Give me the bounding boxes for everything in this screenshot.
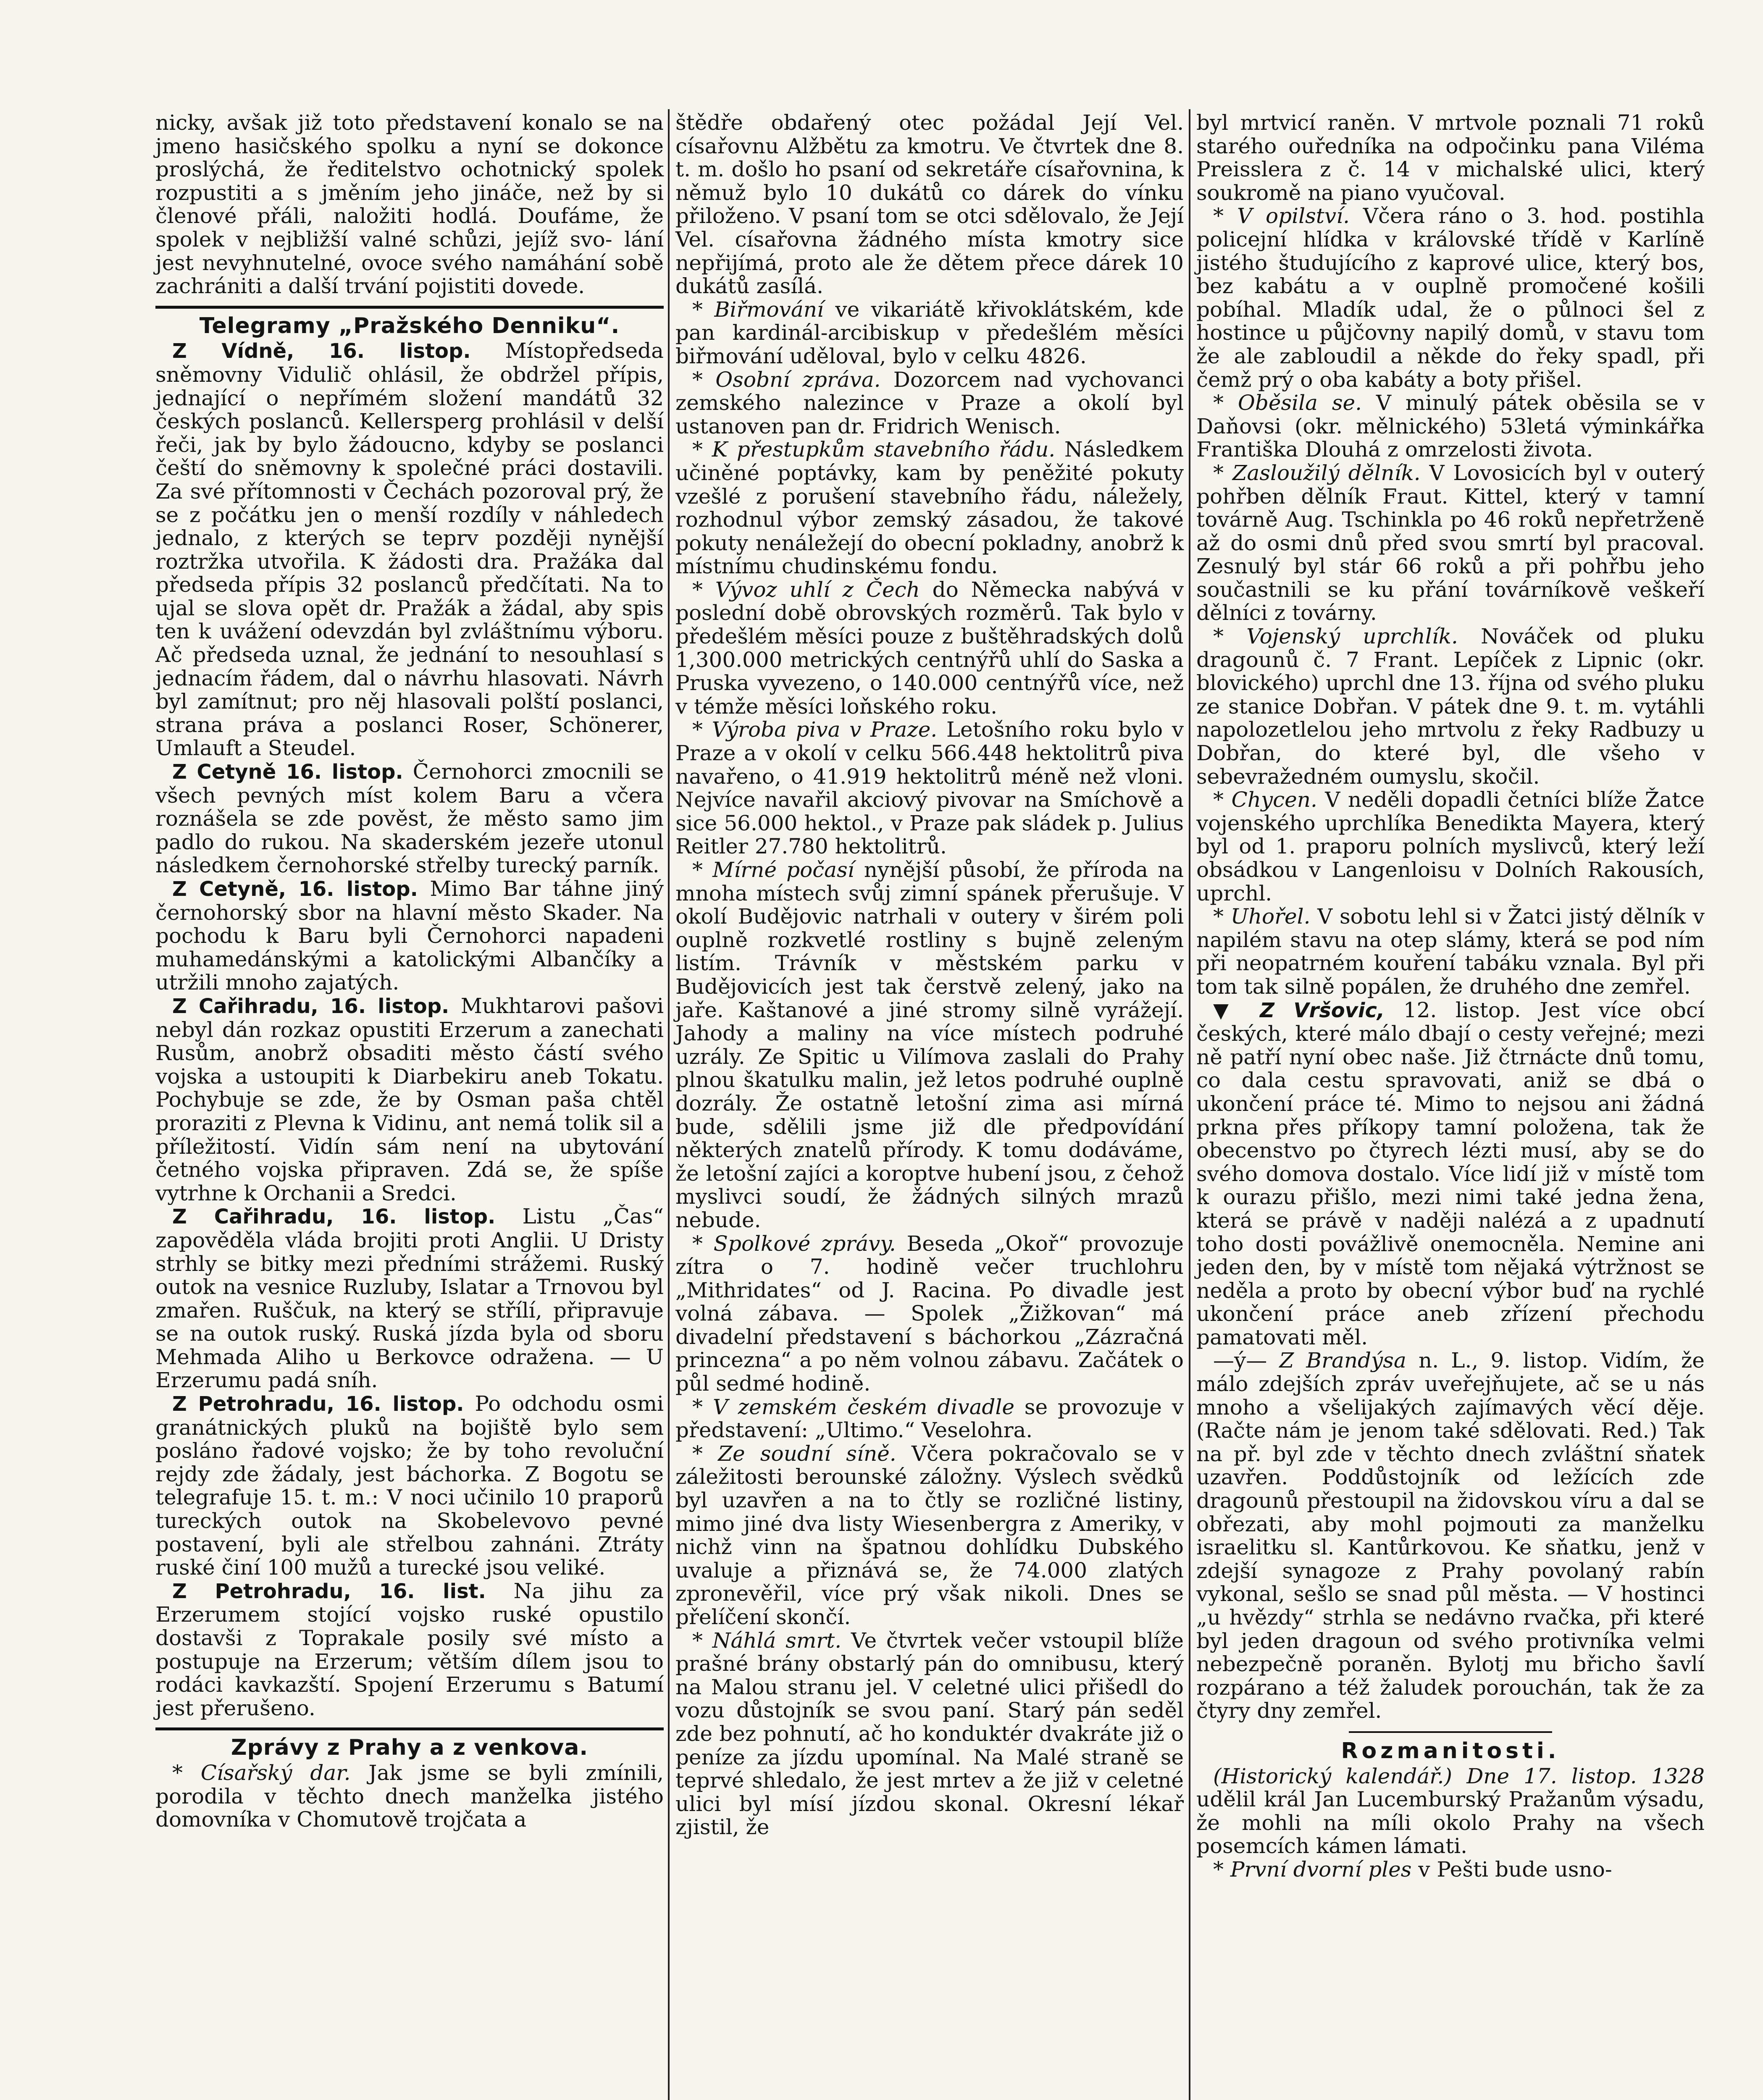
news-item-title: * Biřmování <box>692 297 824 322</box>
news-item <box>1196 905 1705 998</box>
column-rule-2 <box>1189 109 1190 2100</box>
news-item <box>675 298 1184 368</box>
news-item-text: Beseda „Okoř“ provozuje zítra o 7. hodině večer truchlohru „Mithridates“ od J. Racina. Po divadle jest volná zábava. — Spolek „Žižkovan“ má divadelní představení s báchorkou „Zázračná princezna“ a po něm volnou zábavu. Začátek o půl sedmé hodině. <box>675 1231 1184 1396</box>
dateline: Z Cařihradu, 16. listop. <box>172 994 449 1018</box>
section-heading-telegrams: Telegramy „Pražského Denniku“. <box>199 313 620 339</box>
news-item-text: V neděli dopadli četníci blíže Žatce vojenského uprchlíka Benedikta Mayera, který byl od 1. praporu polních myslivců, který leží obsádkou v Langenloisu v Dolních Rakousích, uprchl. <box>1196 788 1705 906</box>
section-rule <box>155 1727 664 1730</box>
news-item-text: Včera ráno o 3. hod. postihla policejní hlídka v královské třídě v Karlíně jistého študujícího z kaprové ulice, který bos, bez kabátu a v ouplně promočené košili pobíhal. Mladík udal, že o půlnoci šel z hostince u půjčovny napilý domů, v stavu tom že ale zabloudil a někde do řeky spadl, při čemž prý o oba kabáty a boty přišel. <box>1196 204 1705 392</box>
dateline: Z Petrohradu, 16. listop. <box>172 1392 464 1416</box>
news-item-title: * Osobní zpráva. <box>692 367 881 392</box>
news-item-text: do Německa nabývá v poslední době obrovských rozměrů. Tak bylo v předešlém měsíci pouze z buštěhradských dolů 1,300.000 metrických centnýřů uhlí do Saska a Pruska vyvezeno, o 140.000 centnýřů více, než v témže měsíci loňského roku. <box>675 577 1184 719</box>
telegram-item <box>155 1392 664 1580</box>
news-item <box>1196 788 1705 905</box>
dateline: Z Petrohradu, 16. list. <box>172 1579 486 1603</box>
column-1 <box>155 111 664 1832</box>
section-heading-prague-news: Zprávy z Prahy a z venkova. <box>231 1735 589 1761</box>
dateline: Z Cetyně, 16. listop. <box>172 877 418 901</box>
telegram-item <box>155 339 664 760</box>
telegram-text: Místopředseda sněmovny Vidulič ohlásil, že obdržel přípis, jednající o nepřímém složení mandátů 32 českých poslanců. Kellersperg prohlásil v delší řeči, jak by bylo žádoucno, kdyby se poslanci čeští do sněmovny k společné práci dostavili. Za své přítomnosti v Čechách pozoroval prý, že se z počátku jen o menší rozdíly v náhledech jednalo, z kterých se teprv později nynější roztržka utvořila. K žádosti dra. Pražáka dal předseda přípis 32 poslanců předčítati. Na to ujal se slova opět dr. Pražák a žádal, aby spis ten k uvážení odevzdán byl zvláštnímu výboru. Ač předseda uznal, že jednání to nesouhlasí s jednacím řádem, dal o návrhu hlasovati. Návrh byl zamítnut; pro něj hlasovali polští poslanci, strana práva a poslanci Roser, Schönerer, Umlauft a Steudel. <box>155 339 664 761</box>
article-continuation: nicky, avšak již toto představení konalo se na jmeno hasičského spolku a nyní se dokonce proslýchá, že ředitelstvo ochotnický spolek rozpustiti a s jměním jeho jináče, než by si členové přáli, naložiti hodlá. Doufáme, že spolek v nejbližší valné schůzi, jejíž svo- lání jest nevyhnutelné, ovoce svého namáhání sobě zachrániti a další trvání pojistiti dovede. <box>155 110 664 299</box>
news-item-title: * Zasloužilý dělník. <box>1213 460 1421 485</box>
dateline: Z Cetyně 16. listop. <box>172 760 403 784</box>
news-item <box>1196 462 1705 625</box>
column-rule-1 <box>668 109 670 2100</box>
article-continuation: štědře obdařený otec požádal Její Vel. císařovnu Alžbětu za kmotru. Ve čtvrtek dne 8. t. m. došlo ho psaní od sekretáře císařovnina, k němuž bylo 10 dukátů co dárek do vínku přiloženo. V psaní tom se otci sdělovalo, že Její Vel. císařovna žádného místa kmotry sice nepřijímá, proto ale že dětem přece dárek 10 dukátů zasílá. <box>675 110 1184 299</box>
news-item <box>675 578 1184 719</box>
news-item-title: * V opilství. <box>1213 204 1350 228</box>
news-item-text: Letošního roku bylo v Praze a v okolí v celku 566.448 hektolitrů piva navařeno, o 41.919 hektolitrů méně než vloni. Nejvíce navařil akciový pivovar na Smíchově a sice 56.000 hektol., v Praze pak sládek p. Julius Reitler 27.780 hektolitrů. <box>675 717 1184 859</box>
correspondence-item <box>1196 999 1705 1349</box>
news-item <box>1196 625 1705 788</box>
news-item-text: se provozuje v představení: „Ultimo.“ Veselohra. <box>675 1394 1184 1443</box>
dateline: Z Cařihradu, 16. listop. <box>172 1205 496 1229</box>
news-item-title: * Náhlá smrt. <box>692 1628 842 1653</box>
telegram-text: Černohorci zmocnili se všech pevných míst kolem Baru a včera roznášela se zde pověst, že město samo jim padlo do rukou. Na skaderském jezeře utonul následkem černohorské střelby turecký parník. <box>155 759 664 878</box>
news-item-title: * Vojenský uprchlík. <box>1213 624 1458 649</box>
telegram-text: Mimo Bar táhne jiný černohorský sbor na hlavní město Skader. Na pochodu k Baru byli Černohorci napadeni muhamedánskými a katolickými Albančíky a utržili mnoho zajatých. <box>155 877 664 995</box>
news-item-title: * Vývoz uhlí z Čech <box>692 577 920 602</box>
correspondent-mark: —ý— <box>1213 1348 1280 1373</box>
telegram-item <box>155 760 664 877</box>
correspondence-item <box>1196 1349 1705 1723</box>
news-item <box>675 1442 1184 1629</box>
news-item <box>1196 205 1705 391</box>
news-item <box>675 718 1184 858</box>
telegram-item <box>155 1580 664 1720</box>
telegram-item <box>155 995 664 1205</box>
news-item <box>675 1629 1184 1839</box>
section-rule <box>1349 1731 1552 1733</box>
news-item-text: Včera pokračovalo se v záležitosti berounské záložny. Výslech svědků byl uzavřen a na to čtly se rozličné listiny, mimo jiné dva listy Wiesenbergra z Ameriky, v nichž vinn na špatnou dohlídku Dubského uvaluje a přiznává se, že 74.000 zlatých zpronevěřil, více prý však nikoli. Dnes se přelíčení skončí. <box>675 1441 1184 1629</box>
news-item-title: * První dvorní ples <box>1213 1857 1412 1882</box>
news-item-title: * V zemském českém divadle <box>692 1394 1014 1419</box>
dateline: Z Vídně, 16. listop. <box>172 339 471 363</box>
news-item-title: * Ze soudní síně. <box>692 1441 896 1466</box>
news-item-title: * Chycen. <box>1213 788 1317 812</box>
news-item-text: Následkem učiněné poptávky, kam by peněžité pokuty vzešlé z porušení stavebního řádu, náležely, rozhodnul výbor zemský zásadou, že takové pokuty nenáležejí do obecní pokladny, anobrž k místnímu chudinskému fondu. <box>675 437 1184 579</box>
news-item <box>675 438 1184 578</box>
news-item-text: V minulý pátek oběsila se v Daňovsi (okr. mělnického) 53letá výminkářka Františka Dlouhá z omrzelosti života. <box>1196 391 1705 462</box>
telegram-text: Na jihu za Erzerumem stojící vojsko ruské opustilo dostavši z Toprakale posily své místo a postupuje na Erzerum; větším dílem jsou to rodáci kavkazští. Spojení Erzerumu s Batumí jest přerušeno. <box>155 1578 664 1720</box>
news-item-title: * Uhořel. <box>1213 904 1311 929</box>
dateline: ▼ Z Vršovic, <box>1213 998 1385 1022</box>
correspondence-text: n. L., 9. listop. Vidím, že málo zdejších zpráv uveřejňujete, ač se u nás mnoho a všelijakých zajímavých věcí děje. (Račte nám je jenom také sdělovati. Red.) Tak na př. byl zde v těchto dnech zvláštní sňatek uzavřen. Poddůstojník od ležících zde dragounů přestoupil na židovskou víru a dal se obřezati, aby mohl pojmouti za manželku israelitku sl. Kantůrkovou. Ke sňatku, jenž v zdejší synagoze z Prahy povolaný rabín vykonal, sešlo se snad půl města. — V hostinci „u hvězdy“ strhla se nedávno rvačka, při které byl jeden dragoun od svého protivníka velmi nebezpečně poraněn. Bylotj mu břicho šavlí rozpárano a též žaludek porouchán, tak že za čtyry dny zemřel. <box>1196 1348 1705 1723</box>
news-item-text: udělil král Jan Lucemburský Pražanům výsadu, že mohli na míli okolo Prahy na všech posemcích kámen lámati. <box>1196 1787 1705 1858</box>
news-item-title: * Spolkové zprávy. <box>692 1231 896 1256</box>
news-item-title: * Mírné počasí <box>692 858 854 882</box>
column-3 <box>1196 111 1705 1882</box>
news-item-text: v Pešti bude usno- <box>1411 1857 1612 1882</box>
telegram-text: Listu „Čas“ zapověděla vláda brojiti proti Anglii. U Dristy strhly se bitky mezi předními strážemi. Ruský outok na vesnice Ruzluby, Islatar a Trnovou byl zmařen. Ruščuk, na který se střílí, připravuje se na outok ruský. Ruská jízda byla od sboru Mehmada Aliho u Berkovce odražena. — U Erzerumu padá sníh. <box>155 1204 664 1393</box>
news-item-text: ve vikariátě křivoklátském, kde pan kardinál-arcibiskup v předešlém měsíci biřmování uděloval, bylo v celku 4826. <box>675 297 1184 368</box>
news-item-text: Nováček od pluku dragounů č. 7 Frant. Lepíček z Lipnic (okr. blovického) uprchl dne 13. října od svého pluku ze stanice Dobřan. V pátek dne 9. t. m. vytáhli napolozetlelou jeho mrtvolu z řeky Radbuzy u Dobřan, do které byl, dle všeho v sebevražedném oumyslu, skočil. <box>1196 624 1705 789</box>
section-heading-miscellany: Rozmanitosti. <box>1341 1738 1560 1764</box>
column-2 <box>675 111 1184 1839</box>
telegram-text: Po odchodu osmi granátnických pluků na bojiště bylo sem posláno řadové vojsko; že by toho revoluční rejdy zde žádaly, jest báchorka. Z Bogotu se telegrafuje 15. t. m.: V noci učinilo 10 praporů tureckých outok na Skobelevovo pevné postavení, byli ale střelbou zahnáni. Ztráty ruské činí 100 mužů a turecké jsou veliké. <box>155 1391 664 1580</box>
telegram-text: Mukhtarovi pašovi nebyl dán rozkaz opustiti Erzerum a zanechati Rusům, anobrž obsaditi město částí svého vojska a ustoupiti k Diarbekiru aneb Tokatu. Pochybuje se zde, že by Osman paša chtěl proraziti z Plevna k Vidinu, ant nemá tolik sil a příležitostí. Vidín sám není na ubytování četného vojska připraven. Zdá se, že spíše vytrhne k Orchanii a Sredci. <box>155 993 664 1205</box>
telegram-item <box>155 1205 664 1392</box>
news-item <box>675 858 1184 1232</box>
article-continuation: byl mrtvicí raněn. V mrtvole poznali 71 roků starého ouředníka na odpočinku pana Viléma Preisslera z č. 14 v michalské ulici, který soukromě na piano vyučoval. <box>1196 110 1705 205</box>
news-item-title: * K přestupkům stavebního řádu. <box>692 437 1056 462</box>
news-item <box>1196 391 1705 462</box>
news-item <box>675 368 1184 438</box>
news-item-text: V Lovosicích byl v outerý pohřben dělník Fraut. Kittel, který v tamní továrně Aug. Tschinkla po 46 roků nepřetrženě až do osmi dnů před svou smrtí byl pracoval. Zesnulý byl stár 66 roků a při pohřbu jeho součastnili se ku přání továrníkově veškeří dělníci z továrny. <box>1196 460 1705 625</box>
news-item <box>1196 1858 1705 1882</box>
news-item-title: * Oběsila se. <box>1213 391 1362 415</box>
telegram-item <box>155 877 664 995</box>
dateline: Z Brandýsa <box>1279 1348 1406 1373</box>
section-rule <box>155 306 664 309</box>
news-item <box>155 1761 664 1832</box>
news-item-text: nynější působí, že příroda na mnoha místech svůj zimní spánek přerušuje. V okolí Budějovic natrhali v outery v širém poli ouplně rozkvetlé rostliny s bujně zeleným listím. Trávník v městském parku v Budějovicích jest tak čerstvě zelený, jako na jaře. Kaštanové a jiné stromy silně vyrážejí. Jahody a maliny na více místech podruhé uzrály. Ze Spitic u Vilímova zaslali do Prahy plnou škatulku malin, jež letos podruhé ouplně dozrály. Že ostatně letošní zima asi mírná bude, sdělili jsme již dle předpovídání některých znatelů přírody. K tomu dodáváme, že letošní zajíci a koroptve hubení jsou, z čehož myslivci soudí, že žádných silných mrazů nebude. <box>675 858 1184 1232</box>
news-item-text: Dozorcem nad vychovanci zemského nalezince v Praze a okolí byl ustanoven pan dr. Fridrich Wenisch. <box>675 367 1184 438</box>
news-item-title: * Císařský dar. <box>172 1760 351 1785</box>
news-item-text: Jak jsme se byli zmínili, porodila v těchto dnech manželka jistého domovníka v Chomutově trojčata a <box>155 1760 664 1832</box>
news-item-text: V sobotu lehl si v Žatci jistý dělník v napilém stavu na otep slámy, která se pod ním při neopatrném kouření tabáku vznala. Byl při tom tak silně popálen, že druhého dne zemřel. <box>1196 904 1705 999</box>
news-item-title: (Historický kalendář.) Dne 17. listop. 1328 <box>1213 1764 1705 1788</box>
news-item <box>1196 1765 1705 1858</box>
correspondence-text: 12. listop. Jest více obcí českých, které málo dbají o cesty veřejné; mezi ně patří nyní obec naše. Již čtrnácte dnů tomu, co dala cestu spravovati, aniž se dbá o ukončení práce té. Mimo to nejsou ani žádná prkna přes příkopy tamní položena, tak že obecenstvo po čtyrech lézti musí, aby se do svého domova dostalo. Více lidí již v místě tom k ourazu přišlo, mezi nimi také jedna žena, která se právě v naději nalézá a z upadnutí toho dosti povážlivě onemocněla. Nemine ani jeden den, by v místě tom nějaká výtržnost se neděla a proto by obecní výbor buď na rychlé ukončení práce aneb zřízení přechodu pamatovati měl. <box>1196 998 1705 1349</box>
news-item <box>675 1396 1184 1442</box>
news-item <box>675 1232 1184 1396</box>
news-item-text: Ve čtvrtek večer vstoupil blíže prašné brány obstarlý pán do omnibusu, který na Malou stranu jel. V celetné ulici přišedl do vozu důstojník se svou paní. Starý pán seděl zde bez pohnutí, ač ho konduktér dvakráte již o peníze za jízdu upomínal. Na Malé straně se teprvé shledalo, že jest mrtev a že již v celetné ulici byl mísí jízdou skonal. Okresní lékař zjistil, že <box>675 1628 1184 1840</box>
news-item-title: * Výroba piva v Praze. <box>692 717 938 742</box>
